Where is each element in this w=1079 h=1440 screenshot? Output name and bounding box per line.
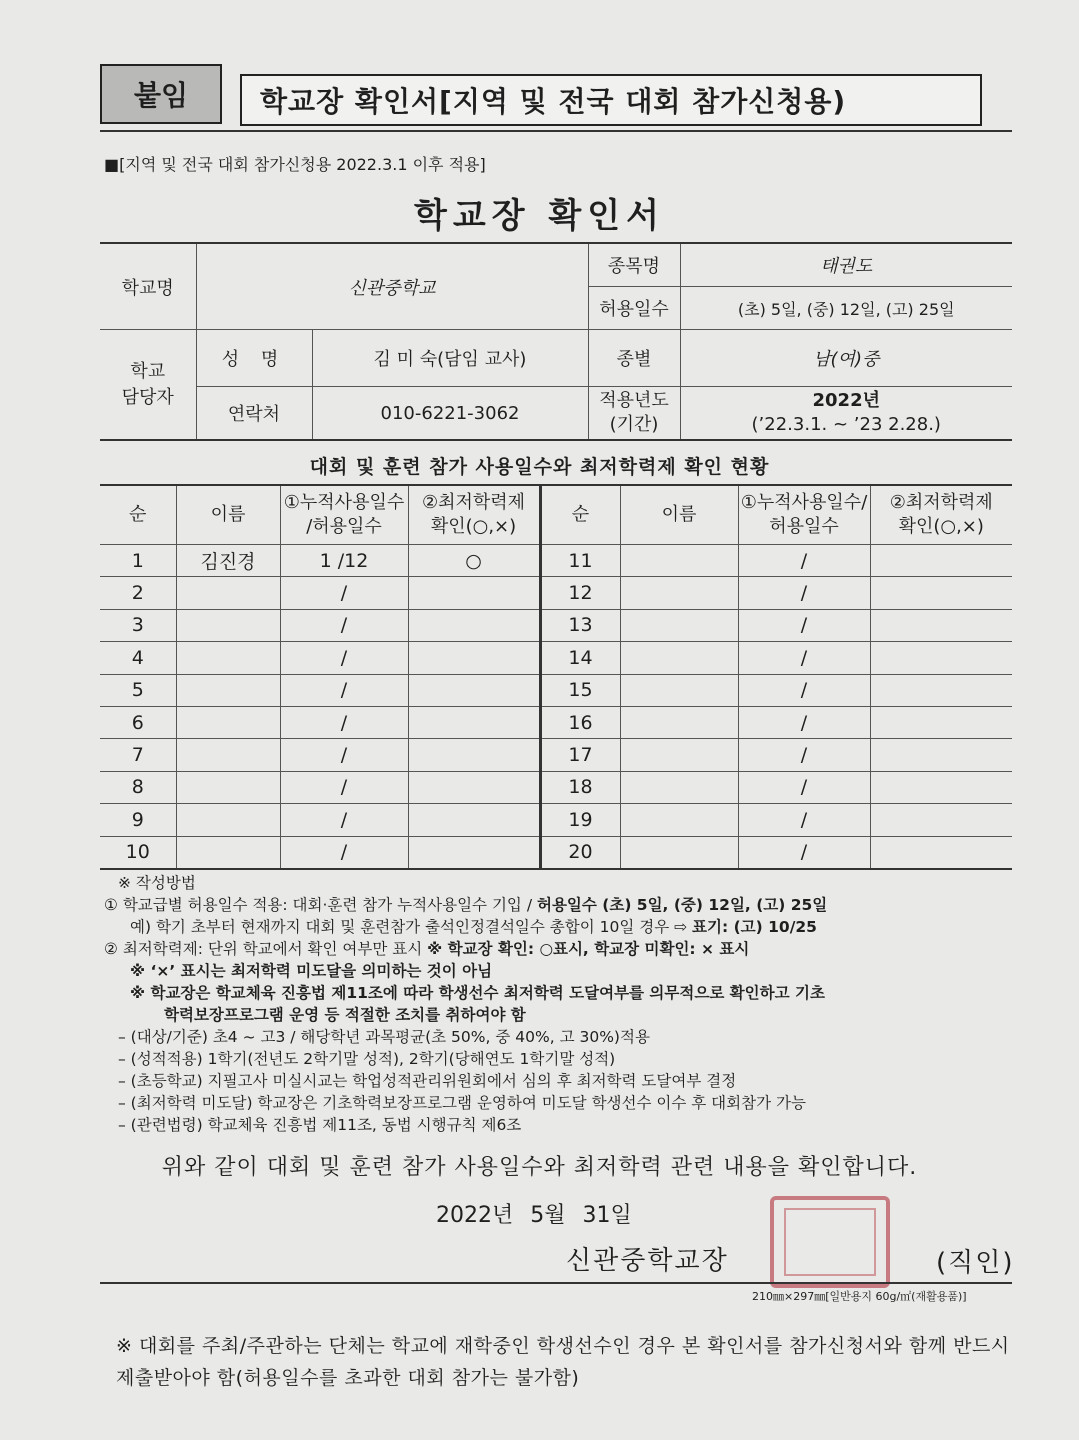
days-used: / [280,836,408,869]
note-1b-bold: 표기: (고) 10/25 [692,918,817,936]
allowed-days-value: (초) 5일, (중) 12일, (고) 25일 [680,287,1012,330]
days-used: / [738,804,870,836]
student-name: 김진경 [176,545,280,577]
achievement-check [408,739,540,771]
row-number: 8 [100,771,176,803]
row-number: 5 [100,674,176,706]
achievement-check [870,577,1012,609]
note-4b: 학력보장프로그램 운영 등 적절한 조치를 취하여야 함 [164,1006,526,1024]
days-used: / [738,771,870,803]
days-used: / [738,836,870,869]
contact-label: 연락처 [196,387,312,441]
allowed-days-label: 허용일수 [588,287,680,330]
year-period: (’22.3.1. ~ ’23 2.28.) [751,414,941,435]
achievement-check [870,739,1012,771]
days-used: / [280,642,408,674]
document-header-text: 학교장 확인서[지역 및 전국 대회 참가신청용) [260,85,847,118]
note-1a [104,894,1016,916]
days-used: / [280,706,408,738]
row-number: 13 [540,609,620,641]
detail-3: – (초등학교) 지필고사 미실시교는 학업성적관리위원회에서 심의 후 최저학력 도달여부 결정 [118,1072,737,1090]
col-header-days: ①누적사용일수 /허용일수 [280,485,408,545]
achievement-check [870,545,1012,577]
days-used: / [280,674,408,706]
bottom-divider [100,1282,1012,1284]
school-name-label: 학교명 [100,243,196,330]
detail-4: – (최저학력 미도달) 학교장은 기초학력보장프로그램 운영하여 미도달 학생선수 이수 후 대회참가 가능 [118,1094,806,1112]
note-2-bold: ※ 학교장 확인: ○표시, 학교장 미확인: × 표시 [427,940,750,958]
achievement-check [408,609,540,641]
note-1b [104,916,1016,938]
table-row [100,577,1012,609]
student-name [176,804,280,836]
row-number: 3 [100,609,176,641]
days-used: / [280,739,408,771]
table-row [100,804,1012,836]
paper-spec: 210㎜×297㎜[일반용지 60g/㎡(재활용품)] [752,1290,967,1303]
row-number: 7 [100,739,176,771]
official-seal-stamp [770,1196,890,1288]
achievement-check [408,642,540,674]
student-name [620,674,738,706]
col-header-no-right: 순 [540,485,620,545]
achievement-check [870,771,1012,803]
student-name [620,836,738,869]
days-used: / [738,674,870,706]
row-number: 18 [540,771,620,803]
days-used: / [738,609,870,641]
table-row [100,771,1012,803]
table-row [100,642,1012,674]
row-number: 9 [100,804,176,836]
page-title: 학교장 확인서 [414,196,665,236]
achievement-check [870,642,1012,674]
student-name [176,771,280,803]
principal-name: 신관중학교장 [566,1246,729,1276]
student-name [176,739,280,771]
note-2 [104,938,1016,960]
days-used: / [280,771,408,803]
apply-note: ■[지역 및 전국 대회 참가신청용 2022.3.1 이후 적용] [104,155,486,174]
table-row [100,674,1012,706]
days-used: / [738,739,870,771]
days-used: / [738,545,870,577]
row-number: 6 [100,706,176,738]
achievement-check [870,674,1012,706]
detail-2: – (성적적용) 1학기(전년도 2학기말 성적), 2학기(당해연도 1학기말 성적) [118,1050,616,1068]
student-name [176,642,280,674]
table-row [100,706,1012,738]
achievement-check [870,836,1012,869]
col-header-check: ②최저학력제 확인(○,×) [408,485,540,545]
seal-mark: (직인) [936,1248,1015,1278]
col-header-check-right: ②최저학력제 확인(○,×) [870,485,1012,545]
school-name-value: 신관중학교 [196,243,588,330]
col-header-no: 순 [100,485,176,545]
achievement-check [408,771,540,803]
student-name [620,609,738,641]
achievement-check [870,609,1012,641]
row-number: 4 [100,642,176,674]
achievement-check [408,674,540,706]
event-value: 태권도 [680,243,1012,287]
days-used: / [738,706,870,738]
row-number: 19 [540,804,620,836]
note-1a-text: ① 학교급별 허용일수 적용: 대회·훈련 참가 누적사용일수 기입 / [104,896,537,914]
achievement-check [408,804,540,836]
year-value: 2022년 [812,390,880,411]
footer-note: ※ 대회를 주최/주관하는 단체는 학교에 재학중인 학생선수인 경우 본 확인서를 참가신청서와 함께 반드시 제출받아야 함(허용일수를 초과한 대회 참가는 불가함) [116,1335,1010,1389]
days-used: 1 /12 [280,545,408,577]
note-2-text: ② 최저학력제: 단위 학교에서 확인 여부만 표시 [104,940,428,958]
note-4a: ※ 학교장은 학교체육 진흥법 제11조에 따라 학생선수 최저학력 도달여부를 의무적으로 확인하고 기초 [130,984,825,1002]
achievement-check [408,836,540,869]
event-label: 종목명 [588,243,680,287]
contact-value: 010-6221-3062 [312,387,588,441]
achievement-check [408,706,540,738]
detail-5: – (관련법령) 학교체육 진흥법 제11조, 동법 시행규칙 제6조 [118,1116,522,1134]
row-number: 16 [540,706,620,738]
student-name [176,577,280,609]
days-used: / [280,609,408,641]
student-name [176,674,280,706]
student-name [176,609,280,641]
col-header-name-right: 이름 [620,485,738,545]
student-name [620,804,738,836]
header-divider [100,130,1012,132]
student-name [620,642,738,674]
achievement-check [408,577,540,609]
col-header-days-right: ①누적사용일수/ 허용일수 [738,485,870,545]
year-cell [680,387,1012,441]
student-name [620,706,738,738]
instructions-heading: ※ 작성방법 [118,874,196,892]
note-1b-text: 예) 학기 초부터 현재까지 대회 및 훈련참가 출석인정결석일수 총합이 10일 경우 ⇨ [130,918,693,936]
row-number: 2 [100,577,176,609]
student-name [176,836,280,869]
achievement-check [870,804,1012,836]
table-row [100,609,1012,641]
attachment-tag-label: 붙임 [133,79,189,112]
row-number: 11 [540,545,620,577]
table-row [100,836,1012,869]
student-name [620,739,738,771]
roster-table [100,484,1012,870]
days-used: / [738,642,870,674]
student-name [620,545,738,577]
achievement-check: ○ [408,545,540,577]
row-number: 1 [100,545,176,577]
row-number: 20 [540,836,620,869]
table-row [100,739,1012,771]
instructions [104,872,1016,1136]
attachment-tag [100,64,222,124]
year-label: 적용년도 (기간) [588,387,680,441]
detail-1: – (대상/기준) 초4 ~ 고3 / 해당학년 과목평균(초 50%, 중 40%, 고 30%)적용 [118,1028,650,1046]
note-1a-bold: 허용일수 (초) 5일, (중) 12일, (고) 25일 [536,896,828,914]
manager-label: 학교 담당자 [100,330,196,441]
student-name [620,771,738,803]
roster-body [100,545,1012,869]
days-used: / [738,577,870,609]
student-name [176,706,280,738]
document-header-title [240,74,982,126]
seal-inner-border [784,1208,876,1276]
name-label: 성 명 [196,330,312,387]
days-used: / [280,577,408,609]
note-3: ※ ‘×’ 표시는 최저학력 미도달을 의미하는 것이 아님 [130,962,493,980]
info-table [100,242,1012,441]
row-number: 15 [540,674,620,706]
row-number: 10 [100,836,176,869]
col-header-name: 이름 [176,485,280,545]
confirmation-statement: 위와 같이 대회 및 훈련 참가 사용일수와 최저학력 관련 내용을 확인합니다. [161,1155,918,1180]
row-number: 17 [540,739,620,771]
student-name [620,577,738,609]
row-number: 14 [540,642,620,674]
table-row [100,545,1012,577]
name-value: 김 미 숙(담임 교사) [312,330,588,387]
days-used: / [280,804,408,836]
gender-value: 남(여)중 [680,330,1012,387]
section-title: 대회 및 훈련 참가 사용일수와 최저학력제 확인 현황 [309,456,770,478]
gender-label: 종별 [588,330,680,387]
issue-date: 2022년 5월 31일 [436,1203,632,1228]
achievement-check [870,706,1012,738]
row-number: 12 [540,577,620,609]
